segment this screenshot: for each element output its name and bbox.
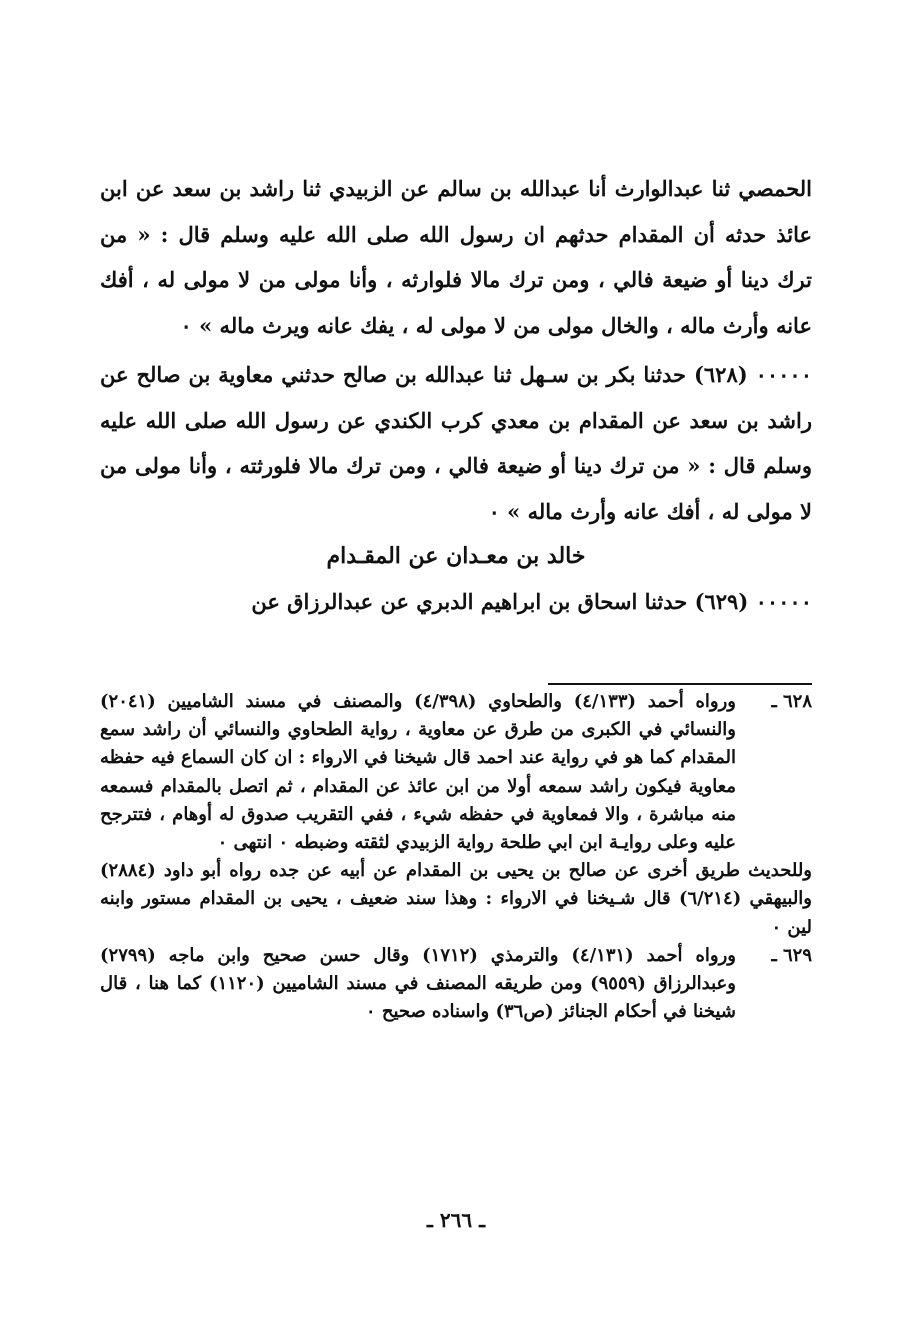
hadith-paragraph-629: ٠٠٠٠٠ (٦٢٩) حدثنا اسحاق بن ابراهيم الدبري عن عبدالرزاق عن [251,589,812,614]
footnote-628 [100,688,812,857]
hadith-paragraph-628: ٠٠٠٠٠ (٦٢٨) حدثنا بكر بن سـهل ثنا عبدالله بن صالح حدثني معاوية بن صالح عن راشد بن سعد عن المقدام بن معدي كرب الكندي عن رسول الله صلى الله عليه وسلم قال : « من ترك دينا أو ضيعة فالي ، ومن ترك مالا فلورثته ، وأنا مولى من لا مولى له ، أفك عانه وأرث ماله » ٠ [100,362,812,524]
footnote-628-continuation: وللحديث طريق أخرى عن صالح بن يحيى بن المقدام عن أبيه عن جده رواه أبو داود (٢٨٨٤) والبيهقي (٦/٢١٤) قال شـيخنا في الارواء : وهذا سند ضعيف ، يحيى بن المقدام مستور وابنه لين ٠ [100,860,812,938]
footnotes [100,688,812,1026]
hadith-paragraph-1: الحمصي ثنا عبدالوارث أنا عبدالله بن سالم عن الزبيدي ثنا راشد بن سعد عن ابن عائذ حدثه أن المقدام حدثهم ان رسول الله صلى الله عليه وسلم قال : « من ترك دينا أو ضيعة فالي ، ومن ترك مالا فلوارثه ، وأنا مولى من لا مولى له ، أفك عانه وأرث ماله ، والخال مولى من لا مولى له ، يفك عانه ويرث ماله » ٠ [100,176,812,338]
footnote-number: ٦٢٨ ـ [771,691,812,712]
section-heading: خالد بن معـدان عن المقـدام [326,543,586,569]
footnote-body [100,688,736,857]
footnote-body [100,942,736,1027]
footnote-number: ٦٢٩ ـ [771,944,812,966]
footnote-629 [100,942,812,1027]
footnote-text: ورواه أحمد (٤/١٣٣) والطحاوي (٤/٣٩٨) والمصنف في مسند الشاميين (٢٠٤١) والنسائي في الكبرى من طرق عن معاوية ، رواية الطحاوي والنسائي أن راشد سمع المقدام كما هو في رواية عند احمد قال شيخنا في الارواء : ان كان السماع فيه حفظه معاوية فيكون راشد سمعه أولا من ابن عائذ عن المقدام ، ثم اتصل بالمقدام فسمعه منه مباشرة ، والا فمعاوية في حفظه شيء ، ففي التقريب صدوق له أوهام ، فتترجح عليه وعلى روايـة ابن ابي طلحة رواية الزبيدي لثقته وضبطه ٠ انتهى ٠ [100,691,736,854]
main-text [100,166,812,625]
footnote-divider [548,683,812,685]
footnote-text: ورواه أحمد (٤/١٣١) والترمذي (١٧١٢) وقال حسن صحيح وابن ماجه (٢٧٩٩) وعبدالرزاق (٩٥٥٩) ومن طريقه المصنف في مسند الشاميين (١١٢٠) كما هنا ، قال شيخنا في أحكام الجنائز (ص٣٦) واسناده صحيح ٠ [100,944,736,1023]
page-number: ـ ٢٦٦ ـ [427,1208,485,1232]
